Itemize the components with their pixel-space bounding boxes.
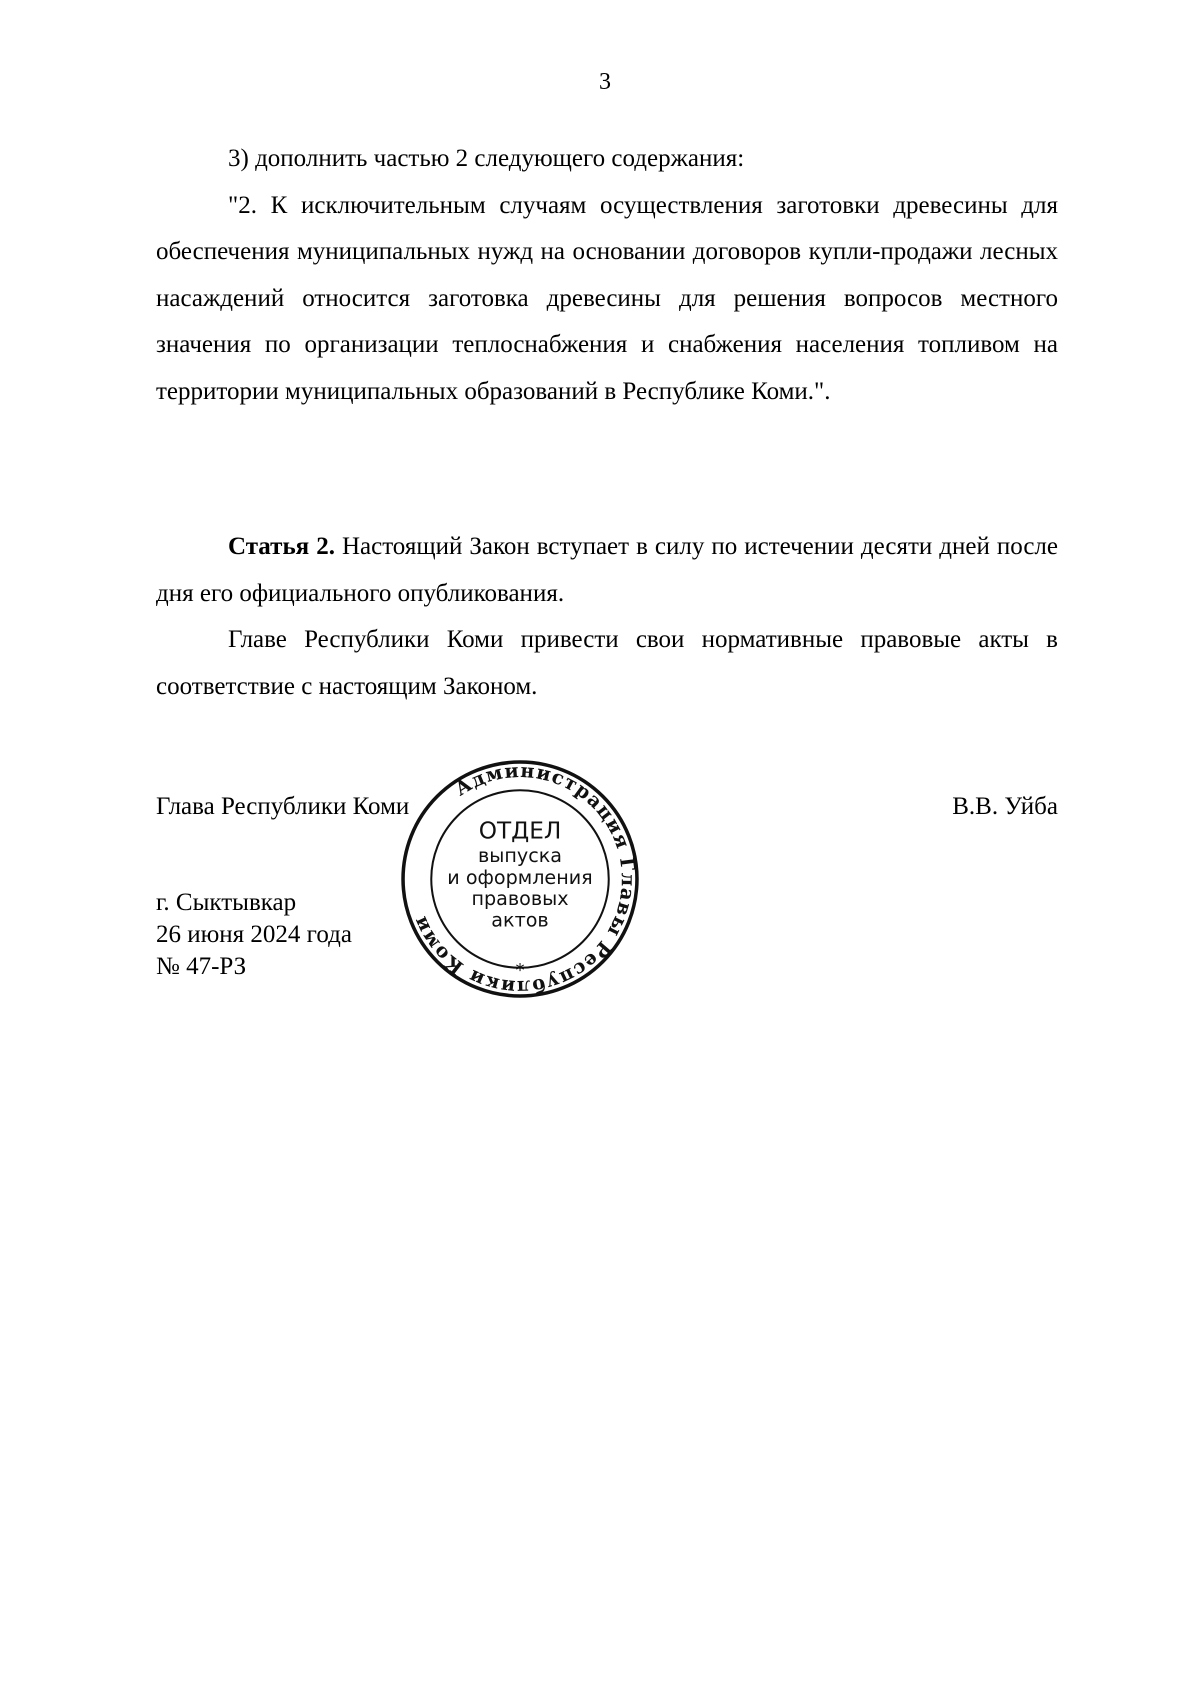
article-2-paragraph	[156, 524, 1058, 617]
amendment-section	[156, 136, 1058, 415]
place-date-block	[156, 887, 352, 983]
city: г. Сыктывкар	[156, 889, 297, 916]
article-2-section	[156, 524, 1058, 710]
stamp-line-4: правовых	[471, 887, 569, 911]
article-2-text: Настоящий Закон вступает в силу по истечении десяти дней после дня его официального опубликования.	[156, 533, 1058, 607]
law-date: 26 июня 2024 года	[156, 921, 352, 948]
stamp-ring-text: Администрация Главы Республики Коми	[407, 758, 640, 1000]
signer-name: В.В. Уйба	[952, 793, 1058, 820]
law-number: № 47-РЗ	[156, 953, 247, 980]
official-stamp	[399, 758, 641, 1000]
stamp-line-5: актов	[491, 908, 549, 932]
signer-title: Глава Республики Коми	[156, 793, 410, 820]
stamp-line-1: ОТДЕЛ	[478, 817, 562, 845]
item-3-intro: 3) дополнить частью 2 следующего содержания:	[228, 145, 745, 172]
article-2-heading: Статья 2.	[228, 533, 335, 560]
part-2-text: "2. К исключительным случаям осуществления заготовки древесины для обеспечения муниципальных нужд на основании договоров купли-продажи лесных насаждений относится заготовка древесины для решения вопросов местного значения по организации теплоснабжения и снабжения населения топливом на территории муниципальных образований в Республике Коми.".	[156, 191, 1058, 405]
stamp-line-3: и оформления	[447, 866, 593, 890]
page-number: 3	[599, 69, 611, 95]
stamp-star: *	[515, 959, 525, 981]
article-2-instruction: Главе Республики Коми привести свои нормативные правовые акты в соответствие с настоящим Законом.	[156, 626, 1058, 700]
stamp-line-2: выпуска	[477, 843, 563, 867]
